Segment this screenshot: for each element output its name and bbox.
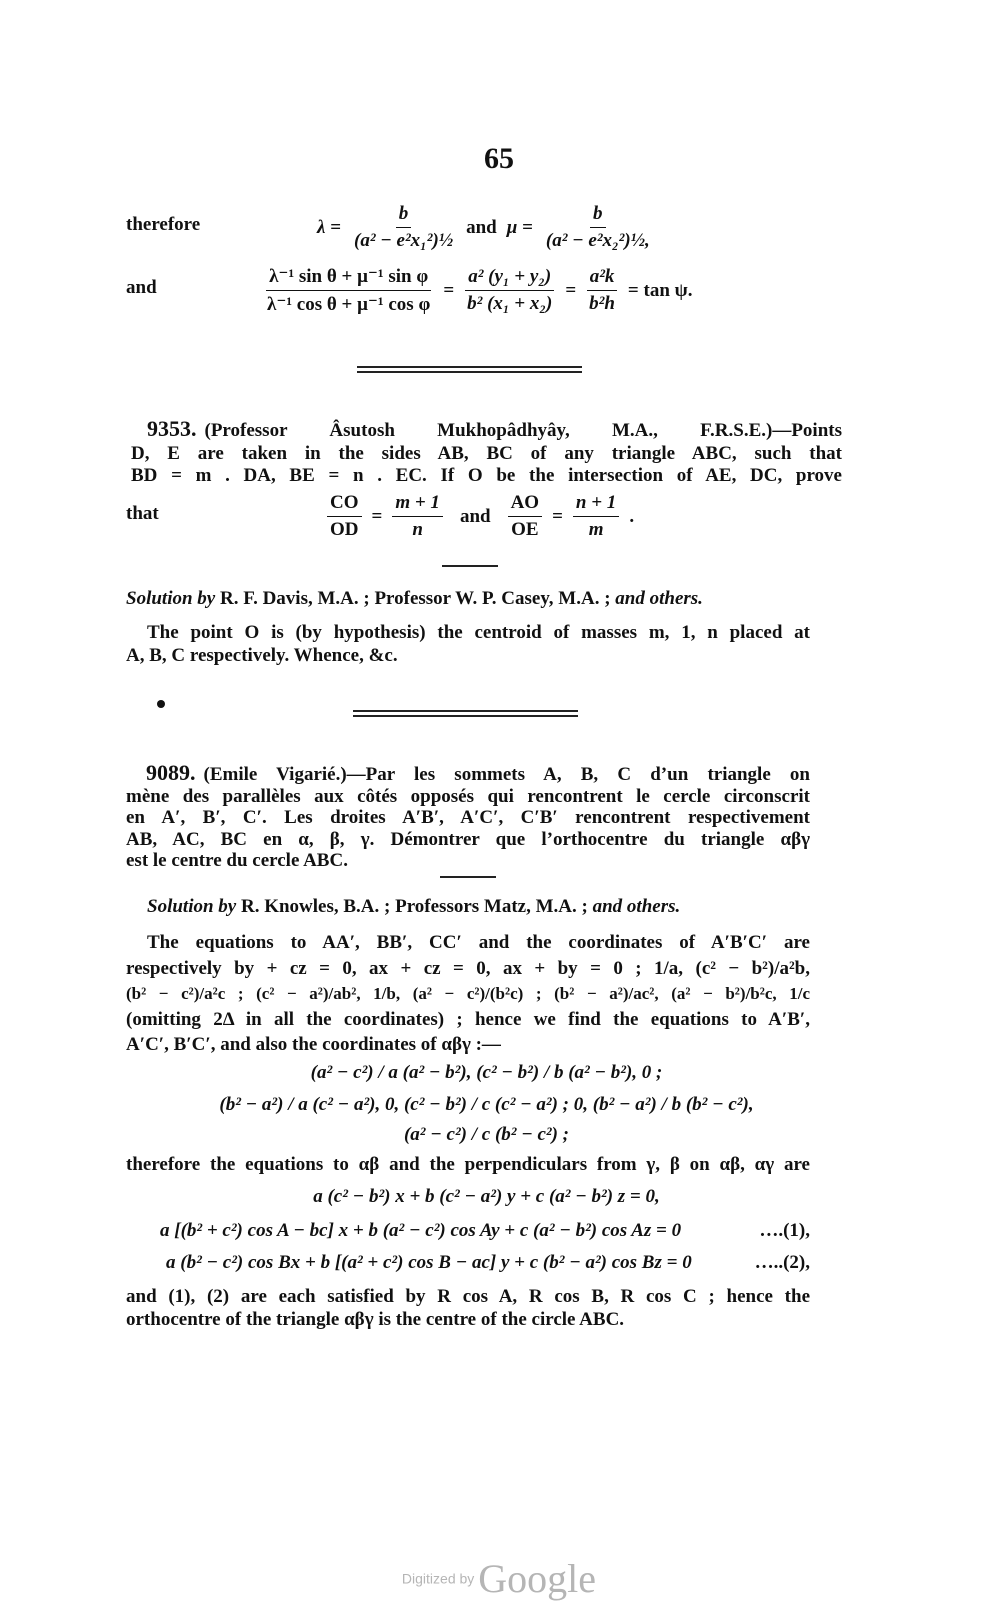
- solvers: R. Knowles, B.A. ; Professors Matz, M.A. ;: [240, 896, 588, 917]
- equals-sign: =: [443, 279, 455, 301]
- y-x-fraction-den: b² (x₁ + x₂): [467, 293, 553, 314]
- co-od-fraction: [327, 492, 362, 541]
- conclusion-line: and (1), (2) are each satisfied by R cos A, R cos B, R cos C ; hence the: [126, 1286, 810, 1307]
- m-n-num: m + 1: [392, 492, 443, 517]
- tan-psi: = tan ψ.: [627, 279, 693, 301]
- lambda-lhs: λ =: [317, 216, 342, 238]
- question-line: est le centre du cercle ABC.: [126, 850, 348, 871]
- double-rule-mid-b: [353, 715, 578, 717]
- question-line: en A′, B′, C′. Les droites A′B′, A′C′, C′B′ rencontrent respectivement: [126, 807, 810, 828]
- double-rule-mid-a: [353, 710, 578, 712]
- digitized-by-text: Digitized by: [401, 1570, 475, 1587]
- sin-cos-fraction: [264, 265, 433, 316]
- k-h-fraction-num: a²k: [587, 266, 618, 291]
- equation-1: [160, 1220, 810, 1242]
- solvers: R. F. Davis, M.A. ; Professor W. P. Casey, M.A. ;: [219, 588, 611, 609]
- google-watermark: [0, 1555, 998, 1602]
- mu-lhs: μ =: [506, 216, 533, 238]
- n-m-num: n + 1: [573, 492, 619, 517]
- solution-line: (omitting 2Δ in all the coordinates) ; hence we find the equations to A′B′,: [126, 1008, 810, 1030]
- question-9089-text: [126, 762, 810, 872]
- ao-oe-num: AO: [508, 492, 543, 517]
- therefore-label: therefore: [126, 214, 201, 235]
- mu-fraction: [543, 203, 653, 252]
- question-line: (Emile Vigarié.)—Par les sommets A, B, C d’un triangle on: [203, 764, 810, 785]
- lambda-mu-equation: [312, 203, 658, 252]
- question-9353-text: [131, 418, 842, 488]
- ao-oe-den: OE: [511, 519, 539, 540]
- question-line: BD = m . DA, BE = n . EC. If O be the intersection of AE, DC, prove: [131, 465, 842, 486]
- equation-2: [166, 1252, 810, 1274]
- co-od-num: CO: [327, 492, 362, 517]
- short-rule-9089: [440, 876, 496, 878]
- m-n-fraction: [392, 492, 443, 541]
- question-number: 9353.: [147, 416, 197, 441]
- double-rule-top-a: [357, 366, 582, 368]
- equals-sign: =: [552, 505, 563, 527]
- n-m-fraction: [573, 492, 619, 541]
- solution-9089-text: [126, 930, 810, 1058]
- mu-fraction-num: b: [590, 203, 606, 228]
- question-line: AB, AC, BC en α, β, γ. Démontrer que l’orthocentre du triangle αβγ: [126, 828, 810, 850]
- solution-line: A′C′, B′C′, and also the coordinates of αβγ :—: [126, 1034, 501, 1055]
- y-x-fraction-num: a² (y₁ + y₂): [465, 266, 554, 291]
- solution-line: The point O is (by hypothesis) the centroid of masses m, 1, n placed at: [147, 622, 810, 643]
- question-number: 9089.: [146, 760, 196, 785]
- lambda-fraction-den: (a² − e²x₁²)½: [354, 230, 454, 251]
- mu-fraction-den: (a² − e²x₂²)½,: [545, 230, 650, 251]
- solution-header-9089: [147, 896, 680, 918]
- ratio-equation: [322, 492, 639, 541]
- solution-line: (b² − c²)/a²c ; (c² − a²)/ab², 1/b, (a² − c²)/(b²c) ; (b² − a²)/ac², (a² − b²)/b²c, 1/c: [126, 984, 810, 1003]
- solution-by: Solution by: [147, 896, 237, 917]
- solution-header-9353: [126, 588, 703, 610]
- lambda-fraction: [351, 203, 456, 252]
- perpendicular-equation: a (c² − b²) x + b (c² − a²) y + c (a² − b²) z = 0,: [313, 1186, 660, 1207]
- page-number: 65: [484, 142, 514, 175]
- tan-psi-equation: [259, 265, 697, 316]
- sin-cos-fraction-den: λ⁻¹ cos θ + μ⁻¹ cos φ: [267, 294, 431, 315]
- equation-1-body: a [(b² + c²) cos A − bc] x + b (a² − c²) cos Ay + c (a² − b²) cos Az = 0: [160, 1220, 682, 1241]
- therefore-line: therefore the equations to αβ and the perpendiculars from γ, β on αβ, αγ are: [126, 1154, 810, 1175]
- that-label: that: [126, 503, 159, 524]
- co-od-den: OD: [330, 519, 359, 540]
- solution-by: Solution by: [126, 588, 216, 609]
- question-line: mène des parallèles aux côtés opposés qui rencontrent le cercle circonscrit: [126, 785, 810, 807]
- period: .: [629, 505, 635, 527]
- question-line: D, E are taken in the sides AB, BC of any triangle ABC, such that: [131, 442, 842, 464]
- solution-line: A, B, C respectively. Whence, &c.: [126, 644, 398, 666]
- equals-sign: =: [565, 279, 577, 301]
- y-x-fraction: [464, 266, 555, 315]
- equation-2-number: …..(2),: [754, 1252, 810, 1273]
- ink-dot: [157, 700, 165, 708]
- equals-sign: =: [371, 505, 383, 527]
- equation-2-body: a (b² − c²) cos Bx + b [(a² + c²) cos B − ac] y + c (b² − a²) cos Bz = 0: [166, 1252, 692, 1273]
- k-h-fraction: [586, 266, 618, 315]
- google-logo: Google: [478, 1556, 597, 1601]
- solution-line: The equations to AA′, BB′, CC′ and the coordinates of A′B′C′ are: [147, 932, 810, 953]
- and-label: and: [126, 277, 157, 298]
- double-rule-top-b: [357, 371, 582, 373]
- coordinates-line-2: (b² − a²) / a (c² − a²), 0, (c² − b²) / c (c² − a²) ; 0, (b² − a²) / b (b² − c²),: [219, 1094, 754, 1115]
- lambda-fraction-num: b: [396, 203, 412, 228]
- ao-oe-fraction: [508, 492, 543, 541]
- m-n-den: n: [412, 519, 423, 540]
- and-others: and others.: [592, 896, 681, 917]
- and-word: and: [459, 505, 491, 527]
- question-line: (Professor Âsutosh Mukhopâdhyây, M.A., F.R.S.E.)—Points: [204, 420, 842, 441]
- n-m-den: m: [588, 519, 604, 540]
- sin-cos-fraction-num: λ⁻¹ sin θ + μ⁻¹ sin φ: [266, 265, 431, 291]
- k-h-fraction-den: b²h: [589, 293, 615, 314]
- conclusion-text: [126, 1286, 810, 1331]
- solution-9353-text: [126, 622, 810, 667]
- equation-1-number: ….(1),: [759, 1220, 810, 1241]
- and-word: and: [466, 216, 497, 238]
- short-rule-9353: [442, 565, 498, 567]
- solution-line: respectively by + cz = 0, ax + cz = 0, ax + by = 0 ; 1/a, (c² − b²)/a²b,: [126, 957, 810, 979]
- conclusion-line: orthocentre of the triangle αβγ is the centre of the circle ABC.: [126, 1308, 625, 1330]
- coordinates-line-1: (a² − c²) / a (a² − b²), (c² − b²) / b (a² − b²), 0 ;: [310, 1062, 663, 1083]
- and-others: and others.: [615, 588, 703, 609]
- coordinates-line-3: (a² − c²) / c (b² − c²) ;: [403, 1124, 570, 1145]
